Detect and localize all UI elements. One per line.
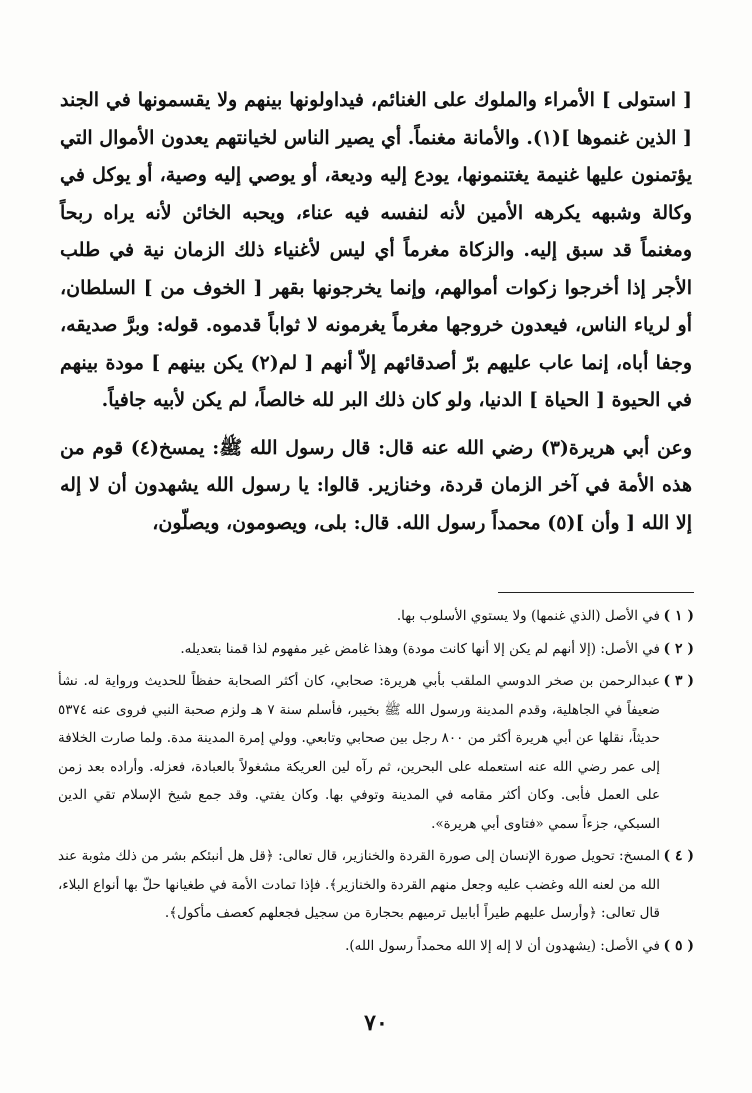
footnote-2 <box>58 635 694 664</box>
footnote-number: ( ٤ ) <box>663 848 694 864</box>
page-number: ٧٠ <box>364 1010 388 1036</box>
footnote-number: ( ٣ ) <box>663 673 694 689</box>
footnote-text: في الأصل: (يشهدون أن لا إله إلا الله محمداً رسول الله). <box>345 937 660 954</box>
footnote-number: ( ٥ ) <box>663 937 694 954</box>
footnote-number: ( ١ ) <box>663 608 694 624</box>
footnote-text: المسخ: تحويل صورة الإنسان إلى صورة القردة والخنازير، قال تعالى: ﴿قل هل أنبئكم بشر من ذلك مثوبة عند الله من لعنه الله وغضب عليه وجعل منهم القردة والخنازير﴾. فإذا تمادت الأمة في طغيانها حلّ بها أنواع البلاء، قال تعالى: ﴿وأرسل عليهم طيراً أبابيل ترميهم بحجارة من سجيل فجعلهم كعصف مأكول﴾. <box>58 848 660 921</box>
footnote-1 <box>58 602 694 631</box>
footnote-3 <box>58 667 694 838</box>
footnotes <box>58 602 694 964</box>
footnote-number: ( ٢ ) <box>663 640 694 657</box>
main-paragraph-1: [ استولى ] الأمراء والملوك على الغنائم، فيداولونها بينهم ولا يقسمونها في الجند [ الذين غنموها ](١). والأمانة مغنماً. أي يصير الناس لخيانتهم يعدون الأموال التي يؤتمنون عليها غنيمة يغتنمونها، يودع إليه وديعة، أو يوصي إليه وصية، أو يوكل في وكالة وشبهه يكرهه الأمين لأنه لنفسه فيه عناء، ويحبه الخائن لأنه يراه ربحاً ومغنماً قد سبق إليه. والزكاة مغرماً أي ليس لأغنياء ذلك الزمان نية في طلب الأجر إذا أخرجوا زكوات أموالهم، وإنما يخرجونها بقهر [ الخوف من ] السلطان، أو لرياء الناس، فيعدون خروجها مغرماً يغرمونه لا ثواباً قدموه. قوله: وبرَّ صديقه، وجفا أباه، إنما عاب عليهم برّ أصدقائهم إلاّ أنهم [ لم(٢) يكن بينهم ] مودة بينهم في الحيوة [ الحياة ] الدنيا، ولو كان ذلك البر لله خالصاً، لم يكن لأبيه جافياً. <box>60 89 692 411</box>
main-paragraph-2: وعن أبي هريرة(٣) رضي الله عنه قال: قال رسول الله ﷺ: يمسخ(٤) قوم من هذه الأمة في آخر الزمان قردة، وخنازير. قالوا: يا رسول الله يشهدون أن لا إله إلا الله [ وأن ](٥) محمداً رسول الله. قال: بلى، ويصومون، ويصلّون، <box>60 436 692 534</box>
footnote-text: في الأصل (الذي غنمها) ولا يستوي الأسلوب بها. <box>396 608 660 624</box>
footnote-5 <box>58 932 694 961</box>
footnote-separator <box>498 592 694 593</box>
footnote-4 <box>58 842 694 928</box>
footnote-text: في الأصل: (إلا أنهم لم يكن إلا أنها كانت مودة) وهذا غامض غير مفهوم لذا قمنا بتعديله. <box>180 640 660 657</box>
footnote-text: عبدالرحمن بن صخر الدوسي الملقب بأبي هريرة: صحابي، كان أكثر الصحابة حفظاً للحديث ورواية له. نشأ ضعيفاً في الجاهلية، وقدم المدينة ورسول الله ﷺ بخيبر، فأسلم سنة ٧ هـ ولزم صحبة النبي فروى عنه ٥٣٧٤ حديثاً، نقلها عن أبي هريرة أكثر من ٨٠٠ رجل بين صحابي وتابعي. وولي إمرة المدينة مدة. ولما صارت الخلافة إلى عمر رضي الله عنه استعمله على البحرين، ثم رآه لين العريكة مشغولاً بالعبادة، فعزله. وأراده بعد زمن على العمل فأبى. وكان أكثر مقامه في المدينة وتوفي بها. وكان يفتي. وقد جمع شيخ الإسلام تقي الدين السبكي، جزءاً سمي «فتاوى أبي هريرة». <box>58 673 661 832</box>
main-text-block <box>60 82 692 542</box>
